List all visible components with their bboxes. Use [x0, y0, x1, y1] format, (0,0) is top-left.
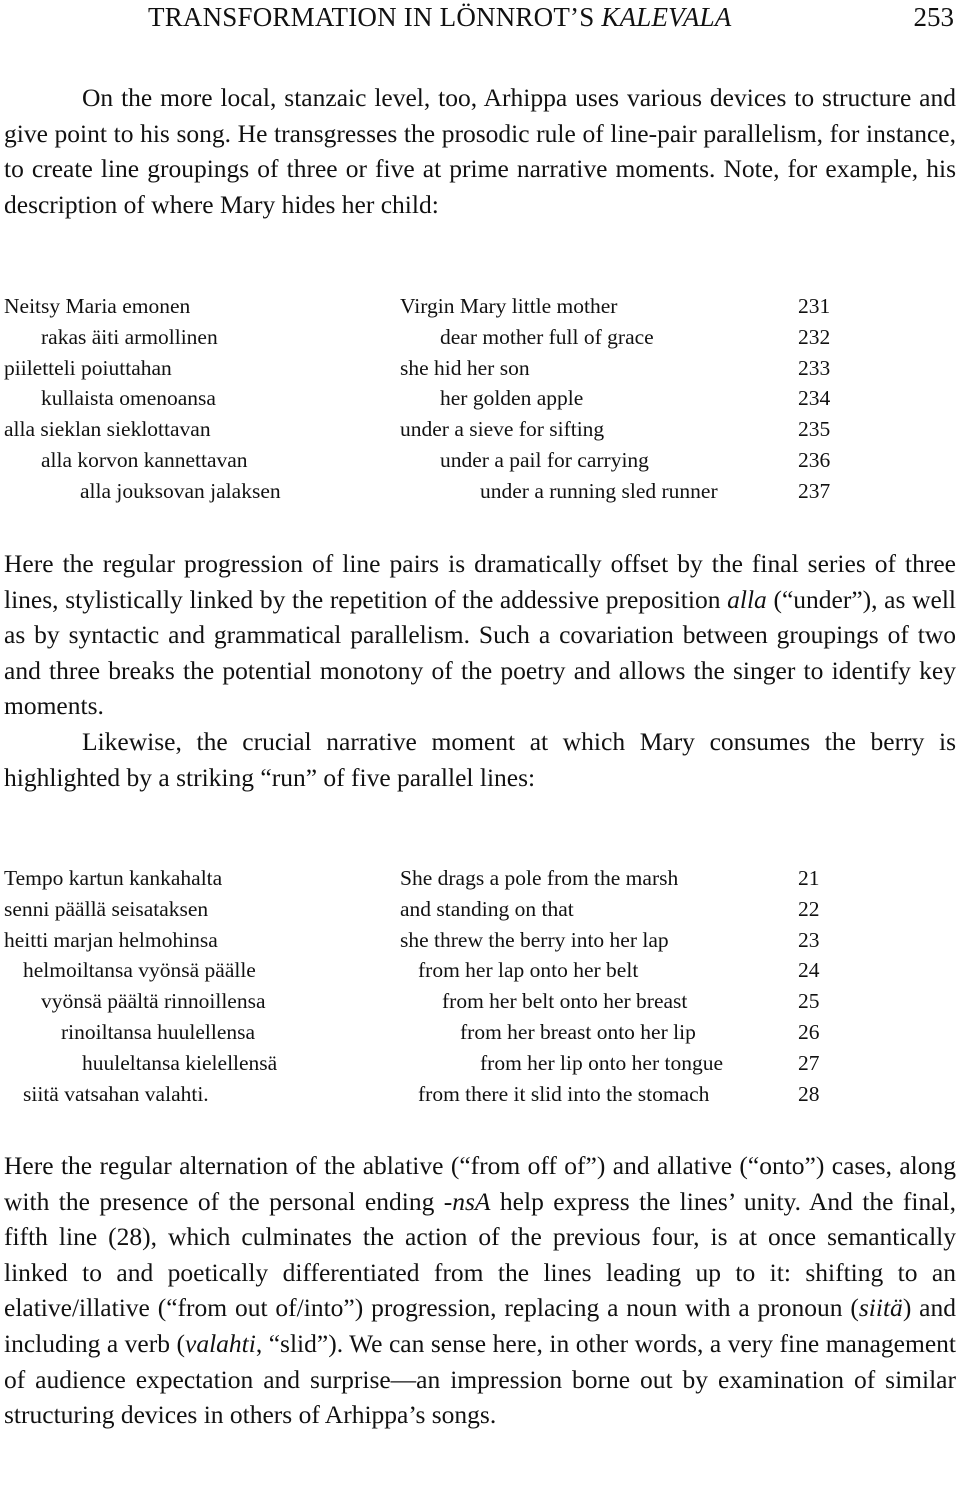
verse-line-number: 231	[798, 294, 831, 318]
verse-line-number: 28	[798, 1081, 820, 1106]
running-title-main: TRANSFORMATION IN LÖNNROT’S	[148, 2, 602, 32]
verse-line	[4, 417, 956, 448]
verse-line	[4, 325, 956, 356]
verse-finnish: huuleltansa kielellensä	[82, 1050, 278, 1075]
verse-finnish: siitä vatsahan valahti.	[23, 1081, 209, 1106]
verse-line	[4, 479, 956, 510]
italic-term: valahti	[185, 1328, 256, 1358]
verse-english: from there it slid into the stomach	[418, 1081, 710, 1106]
verse-english: and standing on that	[400, 896, 574, 921]
verse-finnish: senni päällä seisataksen	[4, 896, 209, 921]
paragraph-text	[4, 1148, 956, 1433]
verse-finnish: alla jouksovan jalaksen	[80, 478, 281, 503]
verse-finnish: alla korvon kannettavan	[41, 447, 248, 472]
verse-line	[4, 1020, 956, 1051]
paragraph-text-part: Here the regular progression of line pairs is dramatically offset by the final series of three lines, stylistically linked by the repetition of the addessive preposition	[4, 549, 956, 614]
running-header	[0, 0, 960, 36]
verse-block-2	[4, 866, 956, 1112]
verse-line-number: 233	[798, 355, 831, 380]
paragraph-text-part: (“under”), as well as by syntactic and grammatical parallelism. Such a covariation between groupings of two and three breaks the potential monotony of the poetry and allows the singer to identify key moments.	[4, 584, 956, 721]
verse-finnish: Neitsy Maria emonen	[4, 294, 191, 318]
verse-line-number: 23	[798, 927, 820, 952]
verse-line	[4, 866, 956, 897]
running-title-italic: KALEVALA	[601, 2, 732, 32]
verse-finnish: heitti marjan helmohinsa	[4, 927, 218, 952]
verse-line	[4, 1082, 956, 1113]
verse-english: under a running sled runner	[480, 478, 718, 503]
verse-line	[4, 928, 956, 959]
verse-line	[4, 356, 956, 387]
paragraph-text-part: , “slid”). We can sense here, in other words, a very fine management of audience expectation and surprise—an impression borne out by examination of similar structuring devices in others of Arhippa’s songs.	[4, 1328, 956, 1430]
verse-english: she threw the berry into her lap	[400, 927, 669, 952]
verse-line-number: 26	[798, 1019, 820, 1044]
verse-line	[4, 958, 956, 989]
italic-term: nsA	[452, 1186, 491, 1216]
verse-english: dear mother full of grace	[440, 324, 654, 349]
verse-finnish: vyönsä päältä rinnoillensa	[41, 989, 266, 1014]
verse-english: from her lip onto her tongue	[480, 1050, 724, 1075]
verse-line	[4, 448, 956, 479]
verse-line	[4, 386, 956, 417]
verse-finnish: alla sieklan sieklottavan	[4, 417, 211, 442]
paragraph-analysis-1	[4, 546, 956, 795]
verse-line	[4, 1051, 956, 1082]
verse-block-1	[4, 294, 956, 510]
verse-english: from her belt onto her breast	[442, 989, 688, 1014]
verse-english: under a pail for carrying	[440, 447, 649, 472]
verse-finnish: helmoiltansa vyönsä päälle	[23, 958, 256, 983]
verse-line-number: 232	[798, 324, 831, 349]
paragraph-text-part: help express the lines’ unity. And the final, fifth line (28), which culminates the action of the previous four, is at once semantically linked to and poetically differentiated from the lines leading up to it: shifting to an elative/illative (“from out of/into”) progression, replacing a noun with a pronoun (	[4, 1186, 956, 1323]
paragraph-analysis-2	[4, 1148, 956, 1433]
verse-line-number: 236	[798, 447, 831, 472]
verse-line	[4, 294, 956, 325]
page-number: 253	[913, 2, 954, 32]
verse-english: from her breast onto her lip	[460, 1019, 696, 1044]
paragraph-intro	[4, 80, 956, 222]
verse-line-number: 21	[798, 866, 820, 890]
running-title	[148, 2, 731, 33]
verse-finnish: kullaista omenoansa	[41, 386, 216, 411]
verse-line-number: 235	[798, 417, 831, 442]
verse-english: She drags a pole from the marsh	[400, 866, 679, 890]
verse-line	[4, 897, 956, 928]
verse-finnish: piiletteli poiuttahan	[4, 355, 172, 380]
verse-english: from her lap onto her belt	[418, 958, 639, 983]
paragraph-text-part: Here the regular alternation of the ablative (“from off of”) and allative (“onto”) cases, along with the presence of the personal ending -	[4, 1151, 956, 1216]
verse-line-number: 25	[798, 989, 820, 1014]
verse-english: under a sieve for sifting	[400, 417, 605, 442]
paragraph-text	[4, 546, 956, 724]
verse-line-number: 27	[798, 1050, 820, 1075]
verse-line-number: 237	[798, 478, 831, 503]
paragraph-text: Likewise, the crucial narrative moment at which Mary consumes the berry is highlighted by a striking “run” of five parallel lines:	[4, 726, 956, 792]
paragraph-text-part: ) and including a verb (	[4, 1293, 956, 1358]
verse-line-number: 234	[798, 386, 831, 411]
italic-term: alla	[727, 584, 767, 614]
verse-line	[4, 989, 956, 1020]
paragraph-text: On the more local, stanzaic level, too, Arhippa uses various devices to structure and give point to his song. He transgresses the prosodic rule of line-pair parallelism, for instance, to create line groupings of three or five at prime narrative moments. Note, for example, his description of where Mary hides her child:	[4, 83, 956, 219]
italic-term: siitä	[858, 1293, 903, 1323]
verse-english: her golden apple	[440, 386, 584, 411]
verse-finnish: rinoiltansa huulellensa	[61, 1019, 256, 1044]
verse-finnish: Tempo kartun kankahalta	[4, 866, 223, 890]
verse-english: she hid her son	[400, 355, 530, 380]
verse-line-number: 22	[798, 896, 820, 921]
verse-line-number: 24	[798, 958, 820, 983]
verse-english: Virgin Mary little mother	[400, 294, 618, 318]
verse-finnish: rakas äiti armollinen	[41, 324, 218, 349]
